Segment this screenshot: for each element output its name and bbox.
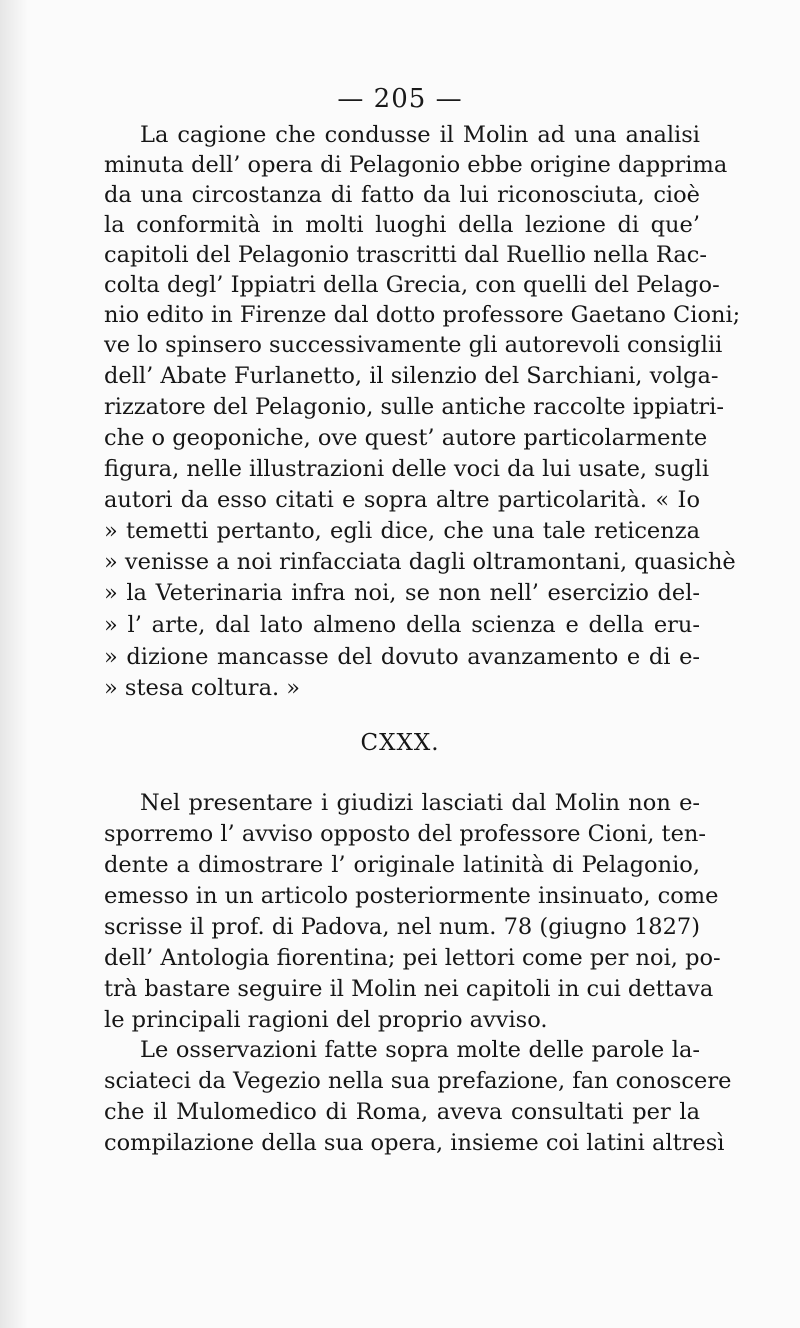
text-line: Nel presentare i giudizi lasciati dal Molin non e- (140, 790, 700, 816)
text-line: » la Veterinaria infra noi, se non nell’ esercizio del- (104, 580, 700, 606)
text-line: dell’ Antologia fiorentina; pei lettori come per noi, po- (104, 945, 721, 971)
text-line: » l’ arte, dal lato almeno della scienza e della eru- (104, 612, 700, 638)
page-number: — 205 — (337, 84, 463, 114)
text-line: le principali ragioni del proprio avviso. (104, 1007, 548, 1033)
text-line: che il Mulomedico di Roma, aveva consultati per la (104, 1099, 700, 1125)
text-line: nio edito in Firenze dal dotto professore Gaetano Cioni; (104, 302, 741, 328)
text-line: autori da esso citati e sopra altre particolarità. « Io (104, 487, 700, 513)
text-line: emesso in un articolo posteriormente insinuato, come (104, 883, 719, 909)
text-line: sporremo l’ avviso opposto del professore Cioni, ten- (104, 821, 706, 847)
text-line: da una circostanza di fatto da lui riconosciuta, cioè (104, 182, 700, 208)
text-line: scrisse il prof. di Padova, nel num. 78 (giugno 1827) (104, 914, 700, 940)
text-line: dente a dimostrare l’ originale latinità di Pelagonio, (104, 852, 700, 878)
text-line: Le osservazioni fatte sopra molte delle parole la- (140, 1037, 700, 1063)
text-line: figura, nelle illustrazioni delle voci da lui usate, sugli (104, 456, 710, 482)
section-heading: CXXX. (360, 730, 440, 756)
text-line: ve lo spinsero successivamente gli autorevoli consiglii (104, 332, 723, 358)
text-line: » venisse a noi rinfacciata dagli oltramontani, quasichè (104, 549, 736, 575)
text-line: sciateci da Vegezio nella sua prefazione, fan conoscere (104, 1068, 732, 1094)
text-line: che o geoponiche, ove quest’ autore particolarmente (104, 425, 708, 451)
text-line: minuta dell’ opera di Pelagonio ebbe origine dapprima (104, 152, 728, 178)
text-line: » dizione mancasse del dovuto avanzamento e di e- (104, 644, 700, 670)
text-line: rizzatore del Pelagonio, sulle antiche raccolte ippiatri- (104, 394, 724, 420)
text-line: trà bastare seguire il Molin nei capitoli in cui dettava (104, 976, 714, 1002)
text-line: La cagione che condusse il Molin ad una analisi (140, 122, 700, 148)
text-line: capitoli del Pelagonio trascritti dal Ruellio nella Rac- (104, 242, 707, 268)
text-line: » stesa coltura. » (104, 675, 301, 701)
text-line: colta degl’ Ippiatri della Grecia, con quelli del Pelago- (104, 272, 720, 298)
text-line: compilazione della sua opera, insieme coi latini altresì (104, 1130, 725, 1156)
text-line: dell’ Abate Furlanetto, il silenzio del Sarchiani, volga- (104, 363, 719, 389)
text-line: la conformità in molti luoghi della lezione di que’ (104, 212, 700, 238)
text-line: » temetti pertanto, egli dice, che una tale reticenza (104, 518, 700, 544)
